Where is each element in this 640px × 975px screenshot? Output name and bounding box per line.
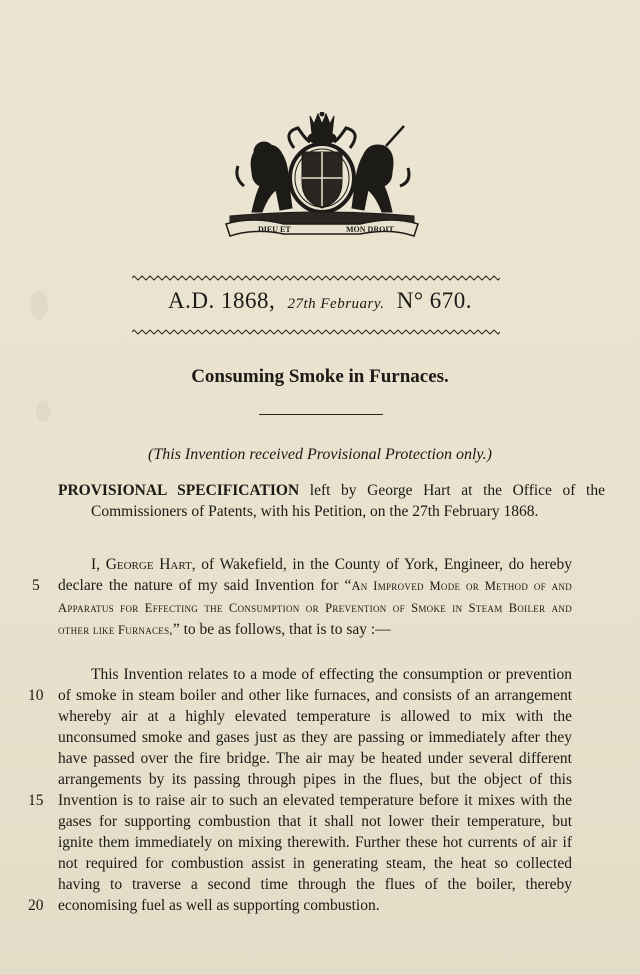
title-rule	[259, 414, 383, 415]
patent-title: Consuming Smoke in Furnaces.	[191, 366, 449, 387]
motto-left: DIEU ET	[258, 225, 291, 234]
patent-number: N° 670.	[396, 288, 473, 313]
description-paragraph	[58, 664, 572, 916]
declaration-end: ” to be as follows, that is to say :—	[172, 621, 391, 638]
wavy-rule-top	[132, 274, 500, 282]
specification-lead: PROVISIONAL SPECIFICATION	[58, 482, 300, 499]
protection-note: (This Invention received Provisional Protection only.)	[148, 446, 492, 463]
description-text: This Invention relates to a mode of effecting the consumption or prevention of smoke in steam boiler and other like furnaces, and consists of an arrangement whereby air at a highly elevated temperature is allowed to mix with the unconsumed smoke and gases just as they are passing or immediately after they have passed over the fire bridge. The air may be heated under several different arrangements by its passing through pipes in the flues, but the object of this Invention is to raise air to such an elevated temperature before it mixes with the gases for supporting combustion that it shall not lower their temperature, but ignite them immediately on mixing therewith. Further these hot currents of air if not required for combustion assist in generating steam, the heat so collected having to traverse a second time through the flues of the boiler, thereby economising fuel as well as supporting combustion.	[58, 666, 572, 914]
line-number: 20	[28, 897, 44, 914]
declaration-paragraph	[58, 554, 572, 641]
filing-date: 27th February.	[287, 296, 385, 312]
royal-coat-of-arms	[222, 112, 422, 240]
declaration-start: I,	[91, 556, 101, 573]
motto-right: MON DROIT	[346, 225, 394, 234]
declaration-body: of Wakefield, in the County of York, Engineer, do hereby declare the nature of my said Invention for “	[58, 556, 572, 594]
inventor-name: George Hart,	[105, 556, 196, 573]
specification-text: left by George Hart at the Office of the Commissioners of Patents, with his Petition, on the 27th February 1868.	[91, 482, 605, 520]
patent-header	[0, 288, 640, 314]
line-number: 15	[28, 792, 44, 809]
line-number: 5	[32, 577, 40, 594]
year: A.D. 1868,	[167, 288, 276, 313]
specification-paragraph	[58, 480, 605, 522]
invention-title: An Improved Mode or Method of and Apparatus for Effecting the Consumption or Prevention of Smoke in Steam Boiler and other like Furnaces,	[58, 579, 572, 637]
wavy-rule-bottom	[132, 328, 500, 336]
page-stain	[36, 400, 50, 422]
line-number: 10	[28, 687, 44, 704]
